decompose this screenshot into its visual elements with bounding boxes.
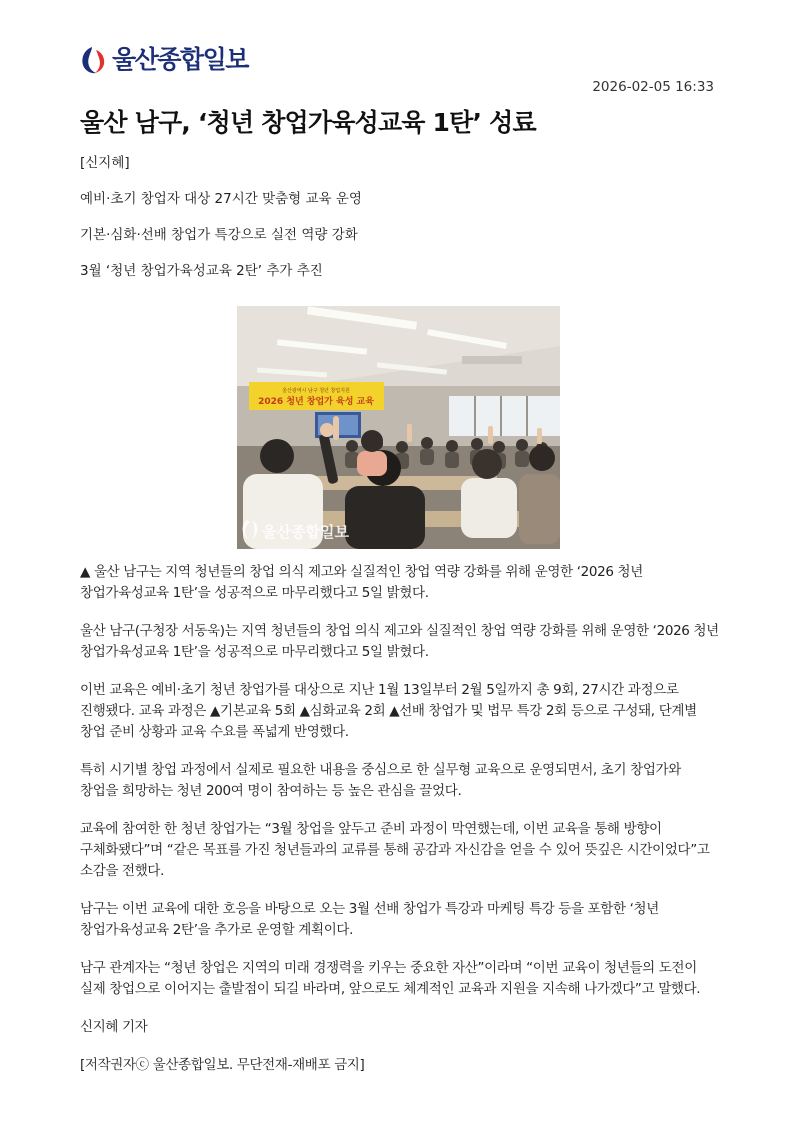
svg-text:울산광역시 남구 청년 창업지원: 울산광역시 남구 청년 창업지원 (282, 388, 350, 394)
reporter-name: 신지혜 기자 (80, 1019, 148, 1035)
article-paragraph: 울산 남구(구청장 서동욱)는 지역 청년들의 창업 의식 제고와 실질적인 창업 역량 강화를 위해 운영한 ‘2026 청년 창업가육성교육 1탄’을 성공적으로 마무리했다고 5일 밝혔다. (80, 623, 719, 660)
article-title: 울산 남구, ‘청년 창업가육성교육 1탄’ 성료 (80, 108, 536, 137)
article-byline: [신지혜] (80, 155, 130, 171)
masthead-name: 울산종합일보 (112, 45, 248, 74)
article-timestamp: 2026-02-05 16:33 (592, 79, 714, 95)
photo-caption: ▲ 울산 남구는 지역 청년들의 창업 의식 제고와 실질적인 창업 역량 강화를 위해 운영한 ‘2026 청년 창업가육성교육 1탄’을 성공적으로 마무리했다고 5일 밝혔다. (80, 564, 643, 601)
article-subhead-1: 예비·초기 창업자 대상 27시간 맞춤형 교육 운영 (80, 191, 362, 207)
masthead-logo (80, 44, 248, 76)
article-subhead-3: 3월 ‘청년 창업가육성교육 2탄’ 추가 추진 (80, 263, 323, 279)
article-subhead-2: 기본·심화·선배 창업가 특강으로 실전 역량 강화 (80, 227, 358, 243)
article-paragraph: 남구 관계자는 “청년 창업은 지역의 미래 경쟁력을 키우는 중요한 자산”이라며 “이번 교육이 청년들의 도전이 실제 창업으로 이어지는 출발점이 되길 바라며, 앞으로도 체계적인 교육과 지원을 지속해 나가겠다”고 말했다. (80, 960, 701, 997)
photo-banner-text: 2026 청년 창업가 육성 교육 (258, 397, 374, 407)
article-paragraph: 남구는 이번 교육에 대한 호응을 바탕으로 오는 3월 선배 창업가 특강과 마케팅 특강 등을 포함한 ‘청년 창업가육성교육 2탄’을 추가로 운영할 계획이다. (80, 901, 659, 938)
article-photo (237, 306, 560, 549)
photo-watermark: 울산종합일보 (262, 523, 349, 541)
article-paragraph: 이번 교육은 예비·초기 청년 창업가를 대상으로 지난 1월 13일부터 2월 5일까지 총 9회, 27시간 과정으로 진행됐다. 교육 과정은 ▲기본교육 5회 ▲심화교육 2회 ▲선배 창업가 및 법무 특강 2회 등으로 구성돼, 단계별 창업 준비 상황과 교육 수요를 폭넓게 반영했다. (80, 682, 697, 740)
newspaper-logo-icon (80, 45, 108, 75)
article-body (80, 562, 720, 1093)
copyright-notice: [저작권자ⓒ 울산종합일보. 무단전재-재배포 금지] (80, 1057, 365, 1073)
article-paragraph: 교육에 참여한 한 청년 창업가는 “3월 창업을 앞두고 준비 과정이 막연했는데, 이번 교육을 통해 방향이 구체화됐다”며 “같은 목표를 가진 청년들과의 교류를 통해 공감과 자신감을 얻을 수 있어 뜻깊은 시간이었다”고 소감을 전했다. (80, 821, 710, 879)
lecture-hall-photo (237, 306, 560, 549)
article-paragraph: 특히 시기별 창업 과정에서 실제로 필요한 내용을 중심으로 한 실무형 교육으로 운영되면서, 초기 창업가와 창업을 희망하는 청년 200여 명이 참여하는 등 높은 관심을 끌었다. (80, 762, 681, 799)
